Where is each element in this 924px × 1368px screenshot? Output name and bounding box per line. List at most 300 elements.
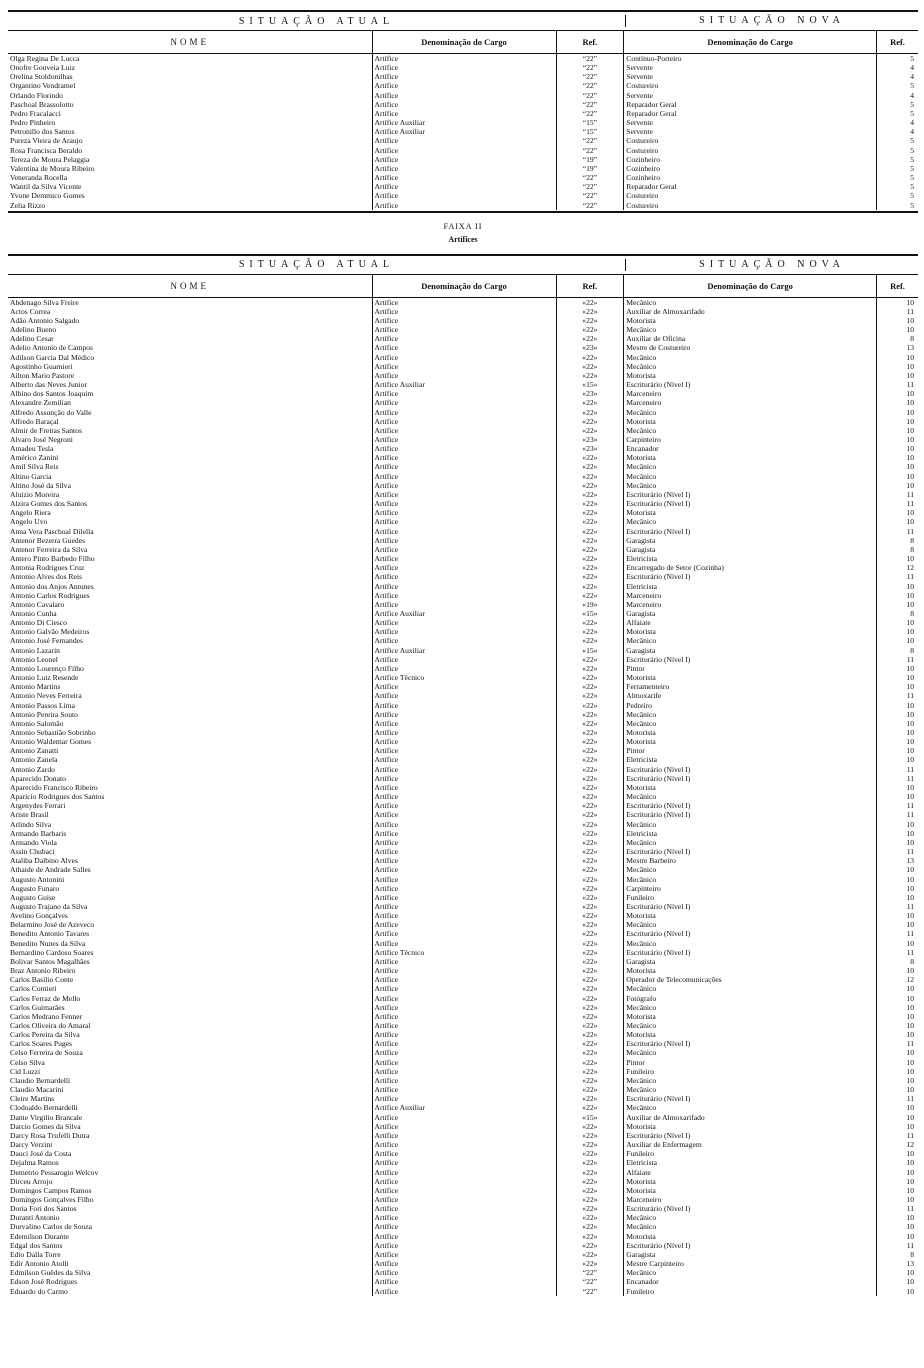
cell-cargo: Artífice Auxiliar <box>372 118 556 127</box>
cell-ref: «22» <box>556 1168 624 1177</box>
cell-ref: “22” <box>556 1287 624 1296</box>
table-row <box>8 966 918 975</box>
cell-cargo-novo: Escriturário (Nível I) <box>624 1094 877 1103</box>
cell-cargo: Artífice <box>372 1232 556 1241</box>
table-row <box>8 389 918 398</box>
table-row <box>8 472 918 481</box>
cell-ref-nova: 10 <box>877 746 918 755</box>
cell-ref: «22» <box>556 371 624 380</box>
table-row <box>8 490 918 499</box>
cell-ref: «22» <box>556 582 624 591</box>
cell-cargo-novo: Escriturário (Nível I) <box>624 1241 877 1250</box>
cell-ref-nova: 4 <box>877 72 918 81</box>
cell-nome: Edson José Rodrigues <box>10 1277 78 1287</box>
cell-ref: «22» <box>556 1021 624 1030</box>
cell-cargo-novo: Mecânico <box>624 875 877 884</box>
cell-cargo: Artífice <box>372 1058 556 1067</box>
table-row <box>8 755 918 764</box>
cell-ref: «22» <box>556 1204 624 1213</box>
cell-nome: Duranti Antonio <box>10 1213 60 1223</box>
cell-cargo-novo: Escriturário (Nível I) <box>624 499 877 508</box>
cell-nome: Carlos Pereira da Silva <box>10 1030 80 1040</box>
cell-ref-nova: 10 <box>877 325 918 334</box>
cell-nome: Organtino Vendramel <box>10 81 76 91</box>
table-row <box>8 1085 918 1094</box>
cell-ref-nova: 11 <box>877 810 918 819</box>
cell-ref: «22» <box>556 353 624 362</box>
table-row <box>8 435 918 444</box>
cell-ref: «22» <box>556 572 624 581</box>
table-row <box>8 1048 918 1057</box>
cell-ref-nova: 11 <box>877 774 918 783</box>
cell-nome: Antonio Neves Ferreira <box>10 691 82 701</box>
cell-cargo: Artífice <box>372 939 556 948</box>
cell-cargo-novo: Garagista <box>624 545 877 554</box>
cell-ref: «22» <box>556 1039 624 1048</box>
cell-cargo-novo: Escriturário (Nível I) <box>624 655 877 664</box>
cell-cargo-novo: Funileiro <box>624 1067 877 1076</box>
cell-cargo-novo: Encanador <box>624 444 877 453</box>
cell-nome: Eduardo do Carmo <box>10 1286 68 1296</box>
cell-nome: Actos Correa <box>10 306 51 316</box>
cell-cargo-novo: Servente <box>624 127 877 136</box>
cell-cargo: Artífice <box>372 173 556 182</box>
cell-ref: «22» <box>556 984 624 993</box>
table-row <box>8 325 918 334</box>
cell-cargo: Artífice <box>372 155 556 164</box>
cell-nome: Domingos Gonçalves Filho <box>10 1194 94 1204</box>
table-row <box>8 856 918 865</box>
cell-ref: «22» <box>556 472 624 481</box>
table-row <box>8 582 918 591</box>
table-row <box>8 618 918 627</box>
cell-cargo-novo: Escriturário (Nível I) <box>624 902 877 911</box>
cell-cargo: Artífice <box>372 164 556 173</box>
table-row <box>8 719 918 728</box>
cell-ref: «22» <box>556 655 624 664</box>
cell-ref-nova: 10 <box>877 1076 918 1085</box>
table-row <box>8 783 918 792</box>
table-row <box>8 838 918 847</box>
cell-cargo: Artífice <box>372 453 556 462</box>
cell-cargo-novo: Escriturário (Nível I) <box>624 929 877 938</box>
cell-ref: «23» <box>556 343 624 352</box>
cell-ref-nova: 5 <box>877 182 918 191</box>
table-row <box>8 371 918 380</box>
cell-ref-nova: 10 <box>877 435 918 444</box>
table-row <box>8 865 918 874</box>
cell-ref-nova: 10 <box>877 1003 918 1012</box>
cell-ref-nova: 12 <box>877 563 918 572</box>
cell-nome: Edgal dos Santos <box>10 1240 63 1250</box>
cell-cargo-novo: Mecânico <box>624 325 877 334</box>
cell-ref-nova: 10 <box>877 591 918 600</box>
cell-ref: «15» <box>556 609 624 618</box>
table-row <box>8 1277 918 1286</box>
cell-ref-nova: 10 <box>877 838 918 847</box>
cell-ref: «22» <box>556 939 624 948</box>
cell-cargo-novo: Escriturário (Nível I) <box>624 774 877 783</box>
cell-cargo: Artífice <box>372 1149 556 1158</box>
cell-ref: «22» <box>556 1140 624 1149</box>
cell-cargo-novo: Motorista <box>624 627 877 636</box>
table-row <box>8 875 918 884</box>
cell-nome: Alvaro José Negroni <box>10 435 73 444</box>
faixa-subtitle: Artífices <box>448 234 478 244</box>
cell-cargo: Artífice <box>372 572 556 581</box>
cell-ref-nova: 10 <box>877 893 918 902</box>
table-row <box>8 191 918 200</box>
cell-cargo-novo: Motorista <box>624 1232 877 1241</box>
cell-cargo: Artífice <box>372 72 556 81</box>
cell-ref: “22” <box>556 201 624 210</box>
cell-nome: Abdenago Silva Freire <box>10 297 79 307</box>
cell-nome: Antonio Di Ciesco <box>10 618 67 628</box>
cell-cargo: Artífice <box>372 481 556 490</box>
cell-cargo: Artífice <box>372 1030 556 1039</box>
cell-ref: “22” <box>556 173 624 182</box>
cell-cargo-novo: Costureiro <box>624 81 877 90</box>
cell-ref: «22» <box>556 362 624 371</box>
cell-cargo-novo: Auxiliar de Oficina <box>624 334 877 343</box>
cell-nome: Yvone Demmico Gomes <box>10 191 85 201</box>
cell-cargo: Artífice <box>372 191 556 200</box>
cell-ref-nova: 8 <box>877 609 918 618</box>
cell-ref-nova: 10 <box>877 1021 918 1030</box>
cell-ref-nova: 10 <box>877 618 918 627</box>
cell-ref: «22» <box>556 618 624 627</box>
cell-ref: «22» <box>556 1003 624 1012</box>
table-row <box>8 911 918 920</box>
cell-nome: Aparecido Donato <box>10 773 66 783</box>
table-row <box>8 1012 918 1021</box>
cell-cargo-novo: Escriturário (Nível I) <box>624 801 877 810</box>
cell-ref: «22» <box>556 682 624 691</box>
cell-ref-nova: 10 <box>877 1067 918 1076</box>
cell-ref-nova: 10 <box>877 417 918 426</box>
cell-cargo: Artífice <box>372 91 556 100</box>
cell-cargo-novo: Encanador <box>624 1277 877 1286</box>
cell-cargo: Artífice <box>372 902 556 911</box>
cell-ref: «22» <box>556 929 624 938</box>
cell-ref-nova: 10 <box>877 389 918 398</box>
cell-cargo: Artífice <box>372 109 556 118</box>
cell-cargo: Artífice <box>372 1067 556 1076</box>
cell-ref-nova: 5 <box>877 54 918 64</box>
section1-table <box>8 31 918 210</box>
cell-nome: Adelio Antonio de Campos <box>10 343 93 353</box>
cell-ref: «22» <box>556 490 624 499</box>
table-row <box>8 536 918 545</box>
cell-cargo: Artífice <box>372 545 556 554</box>
cell-cargo-novo: Costureiro <box>624 201 877 210</box>
cell-cargo: Artífice <box>372 554 556 563</box>
cell-cargo: Artífice <box>372 1195 556 1204</box>
cell-cargo: Artífice <box>372 1268 556 1277</box>
table-row <box>8 1113 918 1122</box>
cell-ref: “22” <box>556 54 624 64</box>
cell-ref: «22» <box>556 737 624 746</box>
cell-nome: Orlando Florindo <box>10 90 63 100</box>
cell-nome: Augusto Trajano da Silva <box>10 901 88 911</box>
cell-ref: “22” <box>556 63 624 72</box>
table-row <box>8 164 918 173</box>
cell-cargo-novo: Mecânico <box>624 1076 877 1085</box>
cell-nome: Pedro Pinheiro <box>10 118 56 128</box>
cell-nome: Carlos Ferraz de Mello <box>10 993 81 1003</box>
cell-nome: Antonio Lourenço Filho <box>10 663 84 673</box>
cell-nome: Américo Zanini <box>10 453 59 463</box>
table-row <box>8 517 918 526</box>
cell-ref: «22» <box>556 865 624 874</box>
cell-ref: «22» <box>556 462 624 471</box>
table-row <box>8 1103 918 1112</box>
cell-cargo: Artífice <box>372 1039 556 1048</box>
table-row <box>8 499 918 508</box>
cell-ref-nova: 10 <box>877 719 918 728</box>
cell-nome: Dauci José da Costa <box>10 1149 72 1159</box>
cell-ref: «22» <box>556 1058 624 1067</box>
cell-nome: Antonio José Fernandes <box>10 636 83 646</box>
table-row <box>8 1186 918 1195</box>
table-row <box>8 1058 918 1067</box>
cell-cargo-novo: Auxiliar de Enfermagem <box>624 1140 877 1149</box>
cell-nome: Wantil da Silva Vicente <box>10 182 82 192</box>
cell-ref-nova: 5 <box>877 100 918 109</box>
table-row <box>8 820 918 829</box>
cell-cargo-novo: Contínuo-Porteiro <box>624 54 877 64</box>
cell-cargo: Artífice <box>372 417 556 426</box>
cell-nome: Domingos Campos Ramos <box>10 1185 92 1195</box>
section1-left-title: SITUAÇÃO ATUAL <box>238 15 395 27</box>
cell-nome: Antonio Luiz Resende <box>10 673 79 683</box>
cell-ref: «22» <box>556 902 624 911</box>
cell-nome: Pureza Vieira de Araujo <box>10 136 83 146</box>
cell-ref-nova: 10 <box>877 627 918 636</box>
cell-cargo: Artífice Auxiliar <box>372 127 556 136</box>
cell-nome: Augusto Antonini <box>10 874 65 884</box>
cell-ref-nova: 10 <box>877 462 918 471</box>
cell-ref: «15» <box>556 380 624 389</box>
header-cargo-novo: Denominação do Cargo <box>624 275 877 298</box>
cell-cargo-novo: Mestre Carpinteiro <box>624 1259 877 1268</box>
cell-nome: Edio Dalla Torre <box>10 1249 61 1259</box>
cell-nome: Adelino Bueno <box>10 325 57 335</box>
cell-cargo-novo: Mecânico <box>624 636 877 645</box>
cell-ref-nova: 10 <box>877 737 918 746</box>
cell-ref: «22» <box>556 755 624 764</box>
cell-ref: «22» <box>556 847 624 856</box>
cell-cargo: Artífice <box>372 472 556 481</box>
cell-nome: Antonio Waldemar Gomes <box>10 737 92 747</box>
cell-nome: Antonio Zanela <box>10 755 58 765</box>
cell-ref-nova: 11 <box>877 1094 918 1103</box>
cell-cargo: Artífice <box>372 755 556 764</box>
cell-cargo-novo: Alfaiate <box>624 618 877 627</box>
cell-ref: «22» <box>556 829 624 838</box>
cell-ref: “22” <box>556 191 624 200</box>
cell-cargo-novo: Cozinheiro <box>624 155 877 164</box>
table-row <box>8 1122 918 1131</box>
cell-ref: “15” <box>556 127 624 136</box>
cell-ref-nova: 11 <box>877 902 918 911</box>
cell-ref-nova: 10 <box>877 426 918 435</box>
cell-nome: Celso Ferreira de Souza <box>10 1048 83 1058</box>
cell-nome: Athaide de Andrade Salles <box>10 865 91 875</box>
table-row <box>8 884 918 893</box>
cell-nome: Arlindo Silva <box>10 819 52 829</box>
cell-cargo-novo: Marceneiro <box>624 591 877 600</box>
cell-ref: «22» <box>556 1177 624 1186</box>
cell-ref: «22» <box>556 1222 624 1231</box>
cell-ref: «22» <box>556 316 624 325</box>
cell-ref: «23» <box>556 389 624 398</box>
cell-ref: «22» <box>556 975 624 984</box>
cell-cargo-novo: Motorista <box>624 1012 877 1021</box>
cell-cargo: Artífice Auxiliar <box>372 1103 556 1112</box>
cell-ref-nova: 10 <box>877 1213 918 1222</box>
cell-cargo: Artífice <box>372 1204 556 1213</box>
cell-cargo-novo: Encarregado de Setor (Cozinha) <box>624 563 877 572</box>
cell-cargo-novo: Marceneiro <box>624 600 877 609</box>
cell-ref: “19” <box>556 164 624 173</box>
cell-cargo-novo: Garagista <box>624 1250 877 1259</box>
cell-cargo: Artífice <box>372 1003 556 1012</box>
cell-cargo-novo: Motorista <box>624 966 877 975</box>
cell-cargo: Artífice <box>372 1250 556 1259</box>
cell-ref: «22» <box>556 746 624 755</box>
cell-nome: Augusto Funaro <box>10 883 60 893</box>
cell-cargo: Artífice <box>372 508 556 517</box>
cell-ref-nova: 4 <box>877 118 918 127</box>
table-row <box>8 417 918 426</box>
cell-cargo: Artífice <box>372 343 556 352</box>
cell-ref-nova: 10 <box>877 755 918 764</box>
cell-ref-nova: 11 <box>877 765 918 774</box>
cell-cargo-novo: Motorista <box>624 316 877 325</box>
table-row <box>8 1259 918 1268</box>
cell-nome: Antonio Zanatti <box>10 746 59 756</box>
cell-nome: Belarmino José de Azeveco <box>10 920 95 930</box>
table-row <box>8 297 918 307</box>
cell-ref: «19» <box>556 600 624 609</box>
cell-cargo: Artífice <box>372 957 556 966</box>
cell-nome: Aluizio Moreira <box>10 489 60 499</box>
header-nome: NOME <box>8 275 372 298</box>
cell-nome: Alfredo Baraçal <box>10 416 59 426</box>
cell-cargo: Artífice <box>372 527 556 536</box>
cell-cargo-novo: Mecânico <box>624 984 877 993</box>
cell-ref-nova: 12 <box>877 975 918 984</box>
header-cargo: Denominação do Cargo <box>372 275 556 298</box>
cell-cargo-novo: Eletricista <box>624 554 877 563</box>
cell-nome: Alberto das Neves Junior <box>10 380 87 390</box>
cell-cargo-novo: Escriturário (Nível I) <box>624 1131 877 1140</box>
cell-nome: Cid Luzzi <box>10 1066 41 1076</box>
cell-ref-nova: 10 <box>877 1277 918 1286</box>
cell-cargo-novo: Escriturário (Nível I) <box>624 380 877 389</box>
cell-ref-nova: 10 <box>877 884 918 893</box>
cell-nome: Aparicio Rodrigues dos Santos <box>10 792 105 802</box>
section2-left-title: SITUAÇÃO ATUAL <box>238 259 395 271</box>
cell-nome: Armando Barbaris <box>10 828 67 838</box>
table-row <box>8 810 918 819</box>
cell-cargo: Artífice <box>372 801 556 810</box>
table-row <box>8 1003 918 1012</box>
cell-cargo-novo: Costureiro <box>624 136 877 145</box>
table-row <box>8 1021 918 1030</box>
cell-ref-nova: 11 <box>877 847 918 856</box>
cell-ref: «22» <box>556 792 624 801</box>
cell-ref: «22» <box>556 1213 624 1222</box>
cell-ref: “22” <box>556 72 624 81</box>
cell-ref: «22» <box>556 673 624 682</box>
cell-ref-nova: 8 <box>877 646 918 655</box>
cell-cargo-novo: Fotógrafo <box>624 994 877 1003</box>
cell-cargo: Artífice <box>372 1213 556 1222</box>
cell-nome: Darcy Rosa Trufelli Dutra <box>10 1130 90 1140</box>
cell-cargo: Artífice <box>372 810 556 819</box>
cell-cargo-novo: Servente <box>624 72 877 81</box>
cell-ref-nova: 13 <box>877 856 918 865</box>
cell-nome: Armando Viola <box>10 837 57 847</box>
cell-cargo-novo: Pintor <box>624 746 877 755</box>
cell-cargo-novo: Mecânico <box>624 1048 877 1057</box>
cell-ref-nova: 4 <box>877 63 918 72</box>
cell-ref-nova: 10 <box>877 820 918 829</box>
cell-nome: Celso Silva <box>10 1057 45 1067</box>
cell-cargo: Artífice <box>372 664 556 673</box>
cell-cargo: Artífice <box>372 517 556 526</box>
cell-cargo-novo: Pintor <box>624 664 877 673</box>
cell-ref-nova: 10 <box>877 1058 918 1067</box>
table-row <box>8 1287 918 1296</box>
cell-nome: Veneranda Rocella <box>10 173 68 183</box>
cell-nome: Cleire Martins <box>10 1094 55 1104</box>
cell-nome: Adão Antonio Salgado <box>10 315 80 325</box>
cell-cargo-novo: Marceneiro <box>624 398 877 407</box>
cell-nome: Antenor Bezerra Guedes <box>10 535 86 545</box>
cell-ref-nova: 10 <box>877 865 918 874</box>
cell-ref: «22» <box>556 701 624 710</box>
cell-cargo-novo: Reparador Geral <box>624 100 877 109</box>
section1-rows <box>8 54 918 210</box>
cell-ref-nova: 10 <box>877 984 918 993</box>
table-row <box>8 563 918 572</box>
cell-cargo-novo: Motorista <box>624 508 877 517</box>
header-ref: Ref. <box>556 275 624 298</box>
cell-cargo-novo: Mecânico <box>624 408 877 417</box>
cell-ref: «22» <box>556 783 624 792</box>
table-row <box>8 728 918 737</box>
table-row <box>8 1039 918 1048</box>
cell-ref: «22» <box>556 1122 624 1131</box>
cell-cargo: Artífice <box>372 182 556 191</box>
cell-cargo-novo: Marceneiro <box>624 1195 877 1204</box>
cell-ref-nova: 10 <box>877 1186 918 1195</box>
cell-ref: «22» <box>556 875 624 884</box>
cell-cargo: Artífice <box>372 728 556 737</box>
cell-ref-nova: 10 <box>877 911 918 920</box>
table-row <box>8 801 918 810</box>
cell-ref: «22» <box>556 1012 624 1021</box>
cell-nome: Dejalma Ramos <box>10 1158 59 1168</box>
cell-cargo-novo: Garagista <box>624 646 877 655</box>
cell-cargo: Artífice Técnico <box>372 673 556 682</box>
cell-cargo: Artífice <box>372 1287 556 1296</box>
cell-ref: «22» <box>556 554 624 563</box>
table-row <box>8 462 918 471</box>
